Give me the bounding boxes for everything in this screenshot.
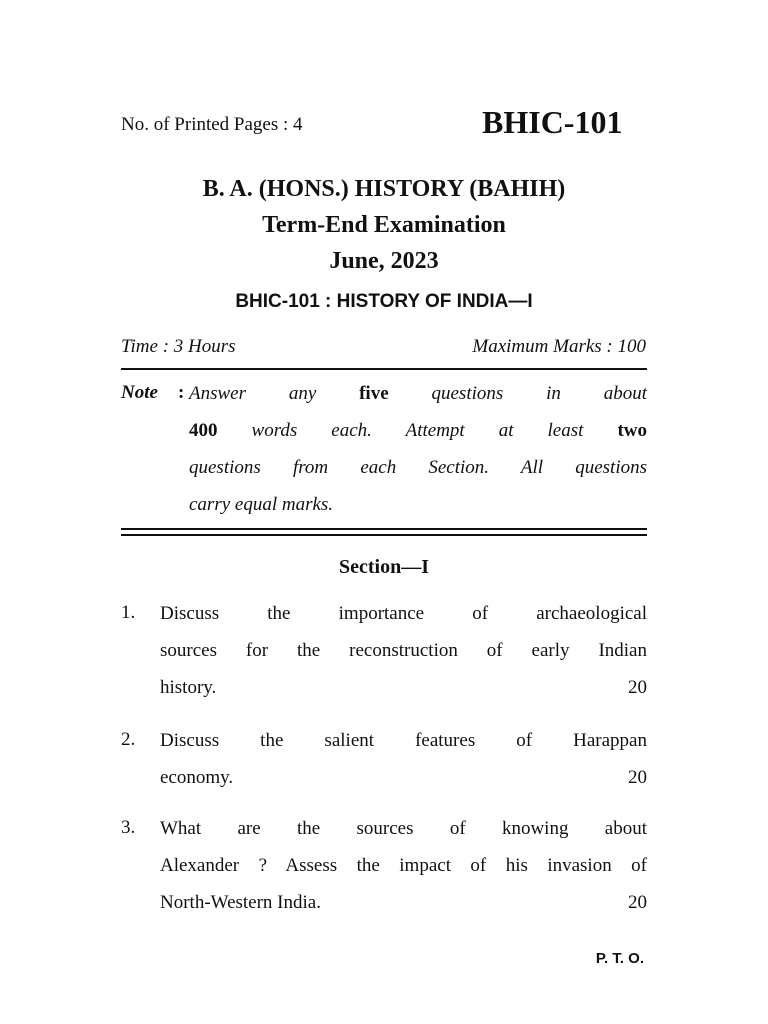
question-marks: 20 <box>628 892 647 913</box>
note-label: Note <box>121 382 158 403</box>
question-number: 3. <box>121 817 136 838</box>
please-turn-over: P. T. O. <box>595 950 644 967</box>
question-line: economy. 20 <box>160 767 647 788</box>
question-line: sources for the reconstruction of early Indian <box>160 640 647 661</box>
course-title: BHIC-101 : HISTORY OF INDIA—I <box>235 291 533 312</box>
note-colon: : <box>178 382 185 403</box>
question-text <box>160 817 647 928</box>
note-line-1: Answer any five questions in about <box>189 383 647 404</box>
question-number: 1. <box>121 602 136 623</box>
question-marks: 20 <box>628 767 647 788</box>
question-marks: 20 <box>628 677 647 698</box>
section-heading: Section—I <box>339 556 429 578</box>
note-line-3: questions from each Section. All questions <box>189 457 647 478</box>
note-line-2: 400 words each. Attempt at least two <box>189 420 647 441</box>
question-number: 2. <box>121 729 136 750</box>
printed-pages-count: No. of Printed Pages : 4 <box>121 114 303 135</box>
double-rule-top <box>121 528 647 530</box>
divider-rule <box>121 368 647 370</box>
question-line: What are the sources of knowing about <box>160 818 647 839</box>
question-line: Alexander ? Assess the impact of his invasion of <box>160 855 647 876</box>
exam-date: June, 2023 <box>329 248 439 274</box>
question-line: Discuss the salient features of Harappan <box>160 730 647 751</box>
double-rule-bottom <box>121 534 647 536</box>
question-line: North-Western India. 20 <box>160 892 647 913</box>
question-text <box>160 602 647 713</box>
question-line: Discuss the importance of archaeological <box>160 603 647 624</box>
exam-title: Term-End Examination <box>262 212 506 238</box>
maximum-marks: Maximum Marks : 100 <box>472 336 646 357</box>
question-text <box>160 729 647 803</box>
paper-code: BHIC-101 <box>482 104 623 140</box>
programme-title: B. A. (HONS.) HISTORY (BAHIH) <box>202 176 566 202</box>
note-line-4: carry equal marks. <box>189 494 334 515</box>
question-line: history. 20 <box>160 677 647 698</box>
time-allowed: Time : 3 Hours <box>121 336 236 357</box>
note-instructions <box>189 382 647 530</box>
